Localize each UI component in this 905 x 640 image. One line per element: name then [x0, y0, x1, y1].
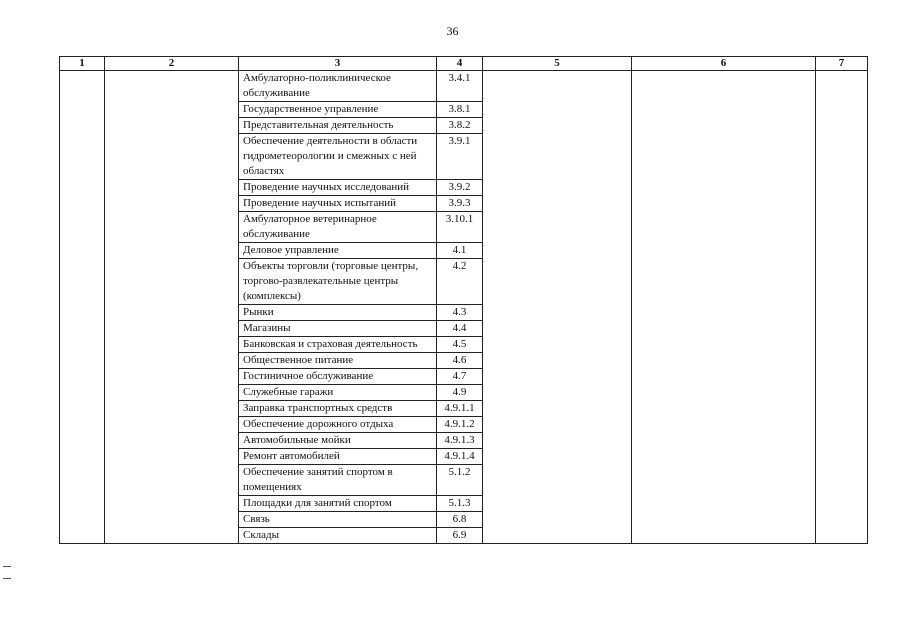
land-use-name: Площадки для занятий спортом [239, 496, 437, 512]
header-col-4: 4 [437, 57, 483, 71]
land-use-name: Общественное питание [239, 353, 437, 369]
land-use-name: Связь [239, 512, 437, 528]
margin-mark [3, 566, 11, 567]
land-use-code: 6.8 [437, 512, 483, 528]
header-col-3: 3 [239, 57, 437, 71]
land-use-code: 4.2 [437, 259, 483, 305]
land-use-name: Рынки [239, 305, 437, 321]
margin-mark [3, 578, 11, 579]
header-row [60, 57, 868, 71]
header-col-2: 2 [105, 57, 239, 71]
land-use-code: 3.8.1 [437, 102, 483, 118]
land-use-code: 4.5 [437, 337, 483, 353]
land-use-name: Амбулаторно-поликлиническое обслуживание [239, 71, 437, 102]
col-2-cell [105, 71, 239, 544]
land-use-code: 4.3 [437, 305, 483, 321]
col-1-cell [60, 71, 105, 544]
land-use-code: 5.1.2 [437, 465, 483, 496]
header-col-7: 7 [816, 57, 868, 71]
land-use-name: Объекты торговли (торговые центры, торгово-развлекательные центры (комплексы) [239, 259, 437, 305]
land-use-code: 5.1.3 [437, 496, 483, 512]
land-use-code: 4.4 [437, 321, 483, 337]
land-use-code: 4.6 [437, 353, 483, 369]
land-use-code: 4.9.1.3 [437, 433, 483, 449]
land-use-code: 4.9.1.1 [437, 401, 483, 417]
land-use-name: Служебные гаражи [239, 385, 437, 401]
header-col-1: 1 [60, 57, 105, 71]
land-use-code: 4.9 [437, 385, 483, 401]
header-col-5: 5 [483, 57, 632, 71]
land-use-table [59, 56, 868, 544]
land-use-code: 6.9 [437, 528, 483, 544]
land-use-code: 3.9.1 [437, 134, 483, 180]
land-use-name: Ремонт автомобилей [239, 449, 437, 465]
land-use-name: Склады [239, 528, 437, 544]
land-use-name: Государственное управление [239, 102, 437, 118]
land-use-code: 3.9.2 [437, 180, 483, 196]
land-use-name: Заправка транспортных средств [239, 401, 437, 417]
land-use-name: Представительная деятельность [239, 118, 437, 134]
land-use-code: 4.9.1.2 [437, 417, 483, 433]
table-row [60, 71, 868, 102]
land-use-name: Обеспечение занятий спортом в помещениях [239, 465, 437, 496]
col-6-cell [632, 71, 816, 544]
land-use-name: Автомобильные мойки [239, 433, 437, 449]
table-body [60, 71, 868, 544]
land-use-name: Обеспечение дорожного отдыха [239, 417, 437, 433]
land-use-name: Банковская и страховая деятельность [239, 337, 437, 353]
land-use-name: Магазины [239, 321, 437, 337]
col-7-cell [816, 71, 868, 544]
land-use-name: Обеспечение деятельности в области гидрометеорологии и смежных с ней областях [239, 134, 437, 180]
land-use-name: Проведение научных исследований [239, 180, 437, 196]
land-use-code: 3.10.1 [437, 212, 483, 243]
header-col-6: 6 [632, 57, 816, 71]
land-use-code: 4.9.1.4 [437, 449, 483, 465]
land-use-code: 4.1 [437, 243, 483, 259]
land-use-code: 3.8.2 [437, 118, 483, 134]
land-use-code: 3.4.1 [437, 71, 483, 102]
land-use-name: Деловое управление [239, 243, 437, 259]
col-5-cell [483, 71, 632, 544]
land-use-name: Гостиничное обслуживание [239, 369, 437, 385]
land-use-code: 3.9.3 [437, 196, 483, 212]
land-use-name: Амбулаторное ветеринарное обслуживание [239, 212, 437, 243]
page-number: 36 [446, 24, 459, 38]
land-use-code: 4.7 [437, 369, 483, 385]
land-use-name: Проведение научных испытаний [239, 196, 437, 212]
